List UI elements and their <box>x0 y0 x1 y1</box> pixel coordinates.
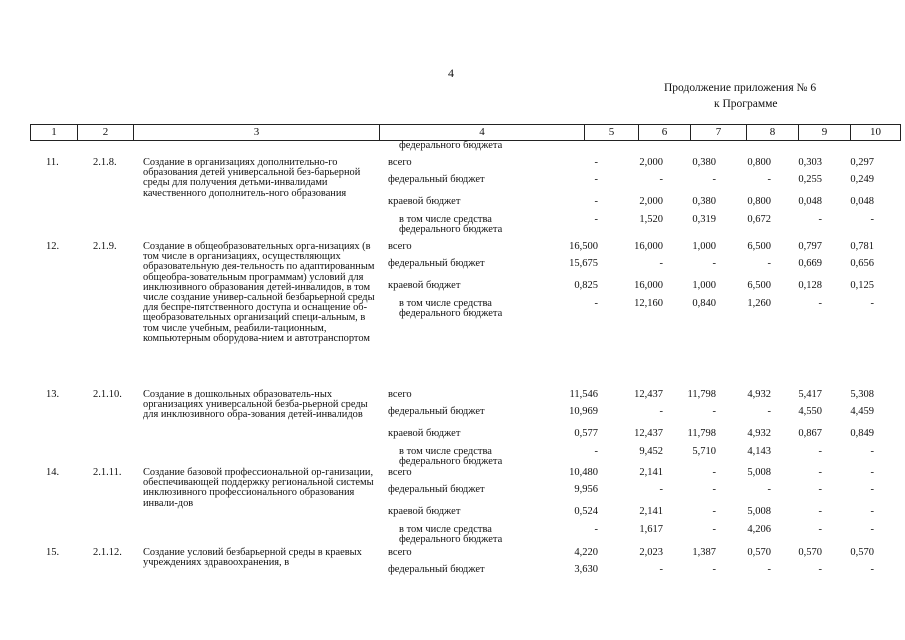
amount-cell: - <box>870 467 874 478</box>
amount-cell: - <box>818 506 822 517</box>
column-header: 7 <box>691 125 747 141</box>
column-header: 1 <box>31 125 78 141</box>
continuation-subtitle: к Программе <box>714 98 778 110</box>
amount-cell: - <box>712 406 716 417</box>
amount-cell: 16,000 <box>634 241 663 252</box>
row-number: 12. <box>46 241 60 252</box>
amount-cell: - <box>712 174 716 185</box>
funding-source: краевой бюджет <box>388 280 461 291</box>
amount-cell: 11,798 <box>687 428 716 439</box>
amount-cell: 1,520 <box>639 214 663 225</box>
amount-cell: 0,319 <box>692 214 716 225</box>
amount-cell: 0,524 <box>574 506 598 517</box>
carry-over-text: федерального бюджета <box>399 140 503 151</box>
amount-cell: 0,048 <box>850 196 874 207</box>
amount-cell: 5,008 <box>747 506 771 517</box>
column-header: 2 <box>78 125 134 141</box>
amount-cell: 4,459 <box>850 406 874 417</box>
amount-cell: 1,000 <box>692 280 716 291</box>
amount-cell: 0,048 <box>798 196 822 207</box>
amount-cell: - <box>818 484 822 495</box>
funding-source: всего <box>388 467 412 478</box>
amount-cell: - <box>594 298 598 309</box>
amount-cell: 2,000 <box>639 157 663 168</box>
amount-cell: 0,781 <box>850 241 874 252</box>
column-header: 4 <box>380 125 585 141</box>
amount-cell: - <box>659 258 663 269</box>
continuation-title: Продолжение приложения № 6 <box>664 82 817 94</box>
funding-source: в том числе средства федерального бюджета <box>399 214 503 235</box>
amount-cell: 16,500 <box>569 241 598 252</box>
amount-cell: 5,417 <box>798 389 822 400</box>
column-header: 9 <box>799 125 851 141</box>
amount-cell: - <box>870 484 874 495</box>
amount-cell: - <box>594 174 598 185</box>
amount-cell: 12,437 <box>634 389 663 400</box>
column-header: 6 <box>639 125 691 141</box>
amount-cell: 6,500 <box>747 280 771 291</box>
row-code: 2.1.10. <box>93 389 122 400</box>
amount-cell: - <box>594 157 598 168</box>
amount-cell: - <box>870 214 874 225</box>
amount-cell: 1,617 <box>639 524 663 535</box>
row-code: 2.1.12. <box>93 547 122 558</box>
amount-cell: 5,308 <box>850 389 874 400</box>
amount-cell: 2,141 <box>639 506 663 517</box>
column-header: 8 <box>747 125 799 141</box>
amount-cell: 16,000 <box>634 280 663 291</box>
row-code: 2.1.9. <box>93 241 117 252</box>
amount-cell: 0,125 <box>850 280 874 291</box>
amount-cell: 10,480 <box>569 467 598 478</box>
amount-cell: 9,452 <box>639 446 663 457</box>
amount-cell: 4,206 <box>747 524 771 535</box>
amount-cell: 1,387 <box>692 547 716 558</box>
amount-cell: - <box>818 214 822 225</box>
amount-cell: 5,008 <box>747 467 771 478</box>
amount-cell: - <box>712 524 716 535</box>
funding-source: федеральный бюджет <box>388 406 485 417</box>
amount-cell: 10,969 <box>569 406 598 417</box>
amount-cell: - <box>767 258 771 269</box>
amount-cell: 4,550 <box>798 406 822 417</box>
amount-cell: - <box>767 406 771 417</box>
amount-cell: 0,255 <box>798 174 822 185</box>
amount-cell: 0,840 <box>692 298 716 309</box>
funding-source: всего <box>388 389 412 400</box>
funding-source: федеральный бюджет <box>388 564 485 575</box>
amount-cell: 0,570 <box>747 547 771 558</box>
amount-cell: - <box>818 564 822 575</box>
row-number: 14. <box>46 467 60 478</box>
amount-cell: - <box>712 258 716 269</box>
amount-cell: 2,023 <box>639 547 663 558</box>
row-description: Создание в общеобразовательных орга-низациях (в том числе в организациях, осуществляющих образовательную дея-тельность по адаптированным общеобра-зовательным программам) условий для инклюзивного образования детей-инвалидов, в том числе создание универ-сальной безбарьерной среды для беспре-пятственного доступа и оснащение об-щеобразовательных организаций специ-альным, в том числе учебным, реабили-тационным, компьютерным оборудова-нием и автотранспортом <box>143 241 375 344</box>
amount-cell: 0,570 <box>798 547 822 558</box>
amount-cell: 12,437 <box>634 428 663 439</box>
amount-cell: 0,656 <box>850 258 874 269</box>
amount-cell: - <box>767 174 771 185</box>
amount-cell: - <box>659 174 663 185</box>
amount-cell: - <box>818 446 822 457</box>
amount-cell: - <box>712 564 716 575</box>
amount-cell: 4,932 <box>747 428 771 439</box>
amount-cell: 0,380 <box>692 157 716 168</box>
funding-source: в том числе средства федерального бюджета <box>399 524 503 545</box>
amount-cell: 1,000 <box>692 241 716 252</box>
amount-cell: - <box>870 298 874 309</box>
funding-source: краевой бюджет <box>388 196 461 207</box>
amount-cell: 0,577 <box>574 428 598 439</box>
row-description: Создание базовой профессиональной ор-ганизации, обеспечивающей поддержку региональной системы инклюзивного профессионального образования инвали-дов <box>143 467 374 509</box>
amount-cell: - <box>870 446 874 457</box>
row-description: Создание в организациях дополнительно-го образования детей универсальной без-барьерной среды для получения детьми-инвалидами качественного дополнитель-ного образования <box>143 157 361 199</box>
amount-cell: 0,570 <box>850 547 874 558</box>
amount-cell: 2,000 <box>639 196 663 207</box>
amount-cell: - <box>712 484 716 495</box>
amount-cell: - <box>712 506 716 517</box>
funding-source: федеральный бюджет <box>388 258 485 269</box>
amount-cell: 0,297 <box>850 157 874 168</box>
amount-cell: - <box>659 564 663 575</box>
amount-cell: - <box>659 406 663 417</box>
amount-cell: 0,797 <box>798 241 822 252</box>
amount-cell: 2,141 <box>639 467 663 478</box>
amount-cell: - <box>594 214 598 225</box>
amount-cell: - <box>594 196 598 207</box>
funding-source: всего <box>388 157 412 168</box>
amount-cell: 0,849 <box>850 428 874 439</box>
amount-cell: - <box>659 484 663 495</box>
row-number: 13. <box>46 389 60 400</box>
amount-cell: 4,143 <box>747 446 771 457</box>
funding-source: федеральный бюджет <box>388 484 485 495</box>
amount-cell: 11,546 <box>569 389 598 400</box>
amount-cell: 11,798 <box>687 389 716 400</box>
amount-cell: 3,630 <box>574 564 598 575</box>
amount-cell: 4,932 <box>747 389 771 400</box>
amount-cell: 6,500 <box>747 241 771 252</box>
amount-cell: 5,710 <box>692 446 716 457</box>
amount-cell: - <box>818 298 822 309</box>
funding-source: краевой бюджет <box>388 428 461 439</box>
funding-source: в том числе средства федерального бюджета <box>399 446 503 467</box>
amount-cell: - <box>594 524 598 535</box>
amount-cell: - <box>870 564 874 575</box>
amount-cell: 9,956 <box>574 484 598 495</box>
funding-source: федеральный бюджет <box>388 174 485 185</box>
amount-cell: 0,128 <box>798 280 822 291</box>
amount-cell: - <box>818 467 822 478</box>
amount-cell: - <box>818 524 822 535</box>
row-code: 2.1.8. <box>93 157 117 168</box>
row-number: 15. <box>46 547 60 558</box>
amount-cell: 0,669 <box>798 258 822 269</box>
funding-source: всего <box>388 241 412 252</box>
amount-cell: - <box>767 484 771 495</box>
amount-cell: 0,303 <box>798 157 822 168</box>
amount-cell: 0,249 <box>850 174 874 185</box>
amount-cell: 12,160 <box>634 298 663 309</box>
column-header: 10 <box>851 125 901 141</box>
row-description: Создание условий безбарьерной среды в краевых учреждениях здравоохранения, в <box>143 547 362 569</box>
funding-source: краевой бюджет <box>388 506 461 517</box>
page-number: 4 <box>448 66 454 80</box>
amount-cell: 0,800 <box>747 157 771 168</box>
column-header: 3 <box>134 125 380 141</box>
amount-cell: - <box>767 564 771 575</box>
amount-cell: 0,380 <box>692 196 716 207</box>
amount-cell: 4,220 <box>574 547 598 558</box>
amount-cell: - <box>870 506 874 517</box>
amount-cell: 15,675 <box>569 258 598 269</box>
amount-cell: 0,800 <box>747 196 771 207</box>
amount-cell: 0,672 <box>747 214 771 225</box>
amount-cell: - <box>594 446 598 457</box>
row-description: Создание в дошкольных образователь-ных организациях универсальной безба-рьерной среды для инклюзивного обра-зования детей-инвалидов <box>143 389 368 421</box>
amount-cell: - <box>712 467 716 478</box>
row-code: 2.1.11. <box>93 467 122 478</box>
row-number: 11. <box>46 157 59 168</box>
funding-source: в том числе средства федерального бюджета <box>399 298 503 319</box>
column-header: 5 <box>585 125 639 141</box>
funding-source: всего <box>388 547 412 558</box>
amount-cell: - <box>870 524 874 535</box>
amount-cell: 1,260 <box>747 298 771 309</box>
amount-cell: 0,825 <box>574 280 598 291</box>
amount-cell: 0,867 <box>798 428 822 439</box>
